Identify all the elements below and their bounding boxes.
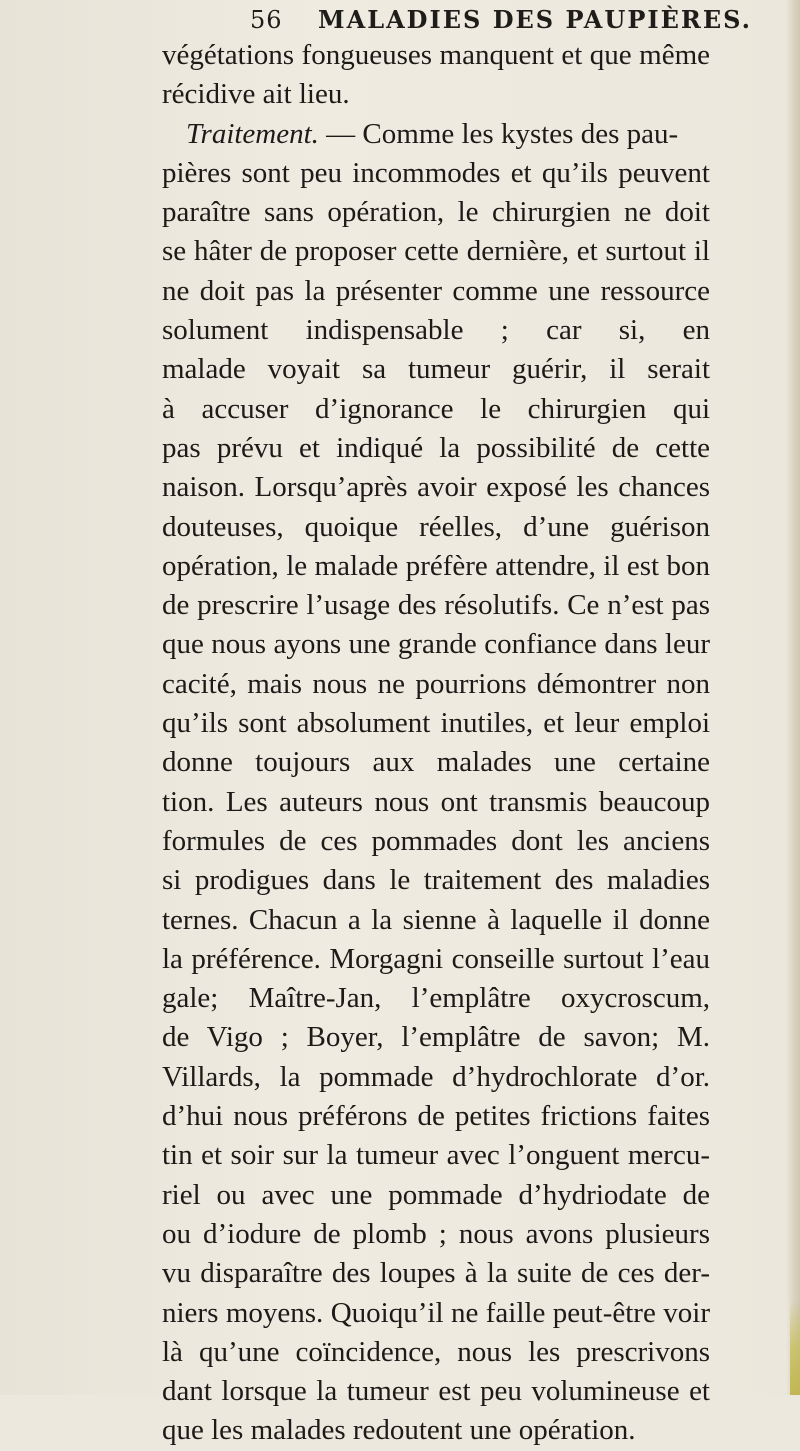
text-line: récidive ait lieu. xyxy=(162,78,350,111)
text-line: ne doit pas la présenter comme une ressource xyxy=(162,274,710,307)
text-line: si prodigues dans le traitement des maladies xyxy=(162,864,710,897)
text-line: niers moyens. Quoiqu’il ne faille peut-être voir xyxy=(162,1296,710,1329)
text-line: gale; Maître-Jan, l’emplâtre oxycroscum, xyxy=(162,982,710,1015)
text-line: de prescrire l’usage des résolutifs. Ce n’est pas xyxy=(162,589,710,622)
text-line: donne toujours aux malades une certaine xyxy=(162,746,710,779)
text-line: pières sont peu incommodes et qu’ils peuvent xyxy=(162,156,710,189)
text-line: tin et soir sur la tumeur avec l’onguent mercu- xyxy=(162,1139,710,1172)
body-text xyxy=(162,36,710,1451)
text-line: dant lorsque la tumeur est peu volumineuse et xyxy=(162,1375,710,1408)
text-line: à accuser d’ignorance le chirurgien qui xyxy=(162,392,710,425)
text-line: de Vigo ; Boyer, l’emplâtre de savon; M. xyxy=(162,1021,710,1054)
text-line: là qu’une coïncidence, nous les prescrivons xyxy=(162,1335,710,1368)
text-line: solument indispensable ; car si, en xyxy=(162,314,710,347)
text-line: riel ou avec une pommade d’hydriodate de xyxy=(162,1178,710,1211)
text-line: naison. Lorsqu’après avoir exposé les chances xyxy=(162,471,710,504)
text-fragment: — Comme les kystes des pau- xyxy=(318,117,679,150)
text-line: pas prévu et indiqué la possibilité de cette xyxy=(162,431,710,464)
text-line: ou d’iodure de plomb ; nous avons plusieurs xyxy=(162,1217,710,1250)
running-title: MALADIES DES PAUPIÈRES. xyxy=(318,5,752,34)
running-header xyxy=(250,2,752,38)
paragraph-start xyxy=(162,115,710,154)
section-heading: Traitement. xyxy=(186,117,319,150)
text-line: vu disparaître des loupes à la suite de ces der- xyxy=(162,1257,710,1290)
text-line: paraître sans opération, le chirurgien ne doit xyxy=(162,196,710,229)
text-line: opération, le malade préfère attendre, il est bon xyxy=(162,549,710,582)
text-line: se hâter de proposer cette dernière, et surtout il xyxy=(162,235,710,268)
text-line: ternes. Chacun a la sienne à laquelle il donne xyxy=(162,903,710,936)
text-line: végétations fongueuses manquent et que même xyxy=(162,39,710,71)
text-line: que nous ayons une grande confiance dans leur xyxy=(162,628,710,661)
text-line: qu’ils sont absolument inutiles, et leur emploi xyxy=(162,707,710,740)
text-line: tion. Les auteurs nous ont transmis beaucoup xyxy=(162,785,710,818)
text-line: que les malades redoutent une opération. xyxy=(162,1414,636,1447)
text-line: formules de ces pommades dont les anciens xyxy=(162,824,710,857)
text-line: douteuses, quoique réelles, d’une guérison xyxy=(162,510,710,543)
text-line: malade voyait sa tumeur guérir, il serait xyxy=(162,353,710,386)
text-line: Villards, la pommade d’hydrochlorate d’or. xyxy=(162,1060,710,1093)
text-line: la préférence. Morgagni conseille surtout l’eau xyxy=(162,942,710,975)
text-line: cacité, mais nous ne pourrions démontrer non xyxy=(162,667,710,700)
text-line: d’hui nous préférons de petites frictions faites xyxy=(162,1100,710,1133)
page-number: 56 xyxy=(250,6,283,34)
page-stain xyxy=(790,1300,800,1395)
page-edge-shadow xyxy=(786,0,800,1395)
